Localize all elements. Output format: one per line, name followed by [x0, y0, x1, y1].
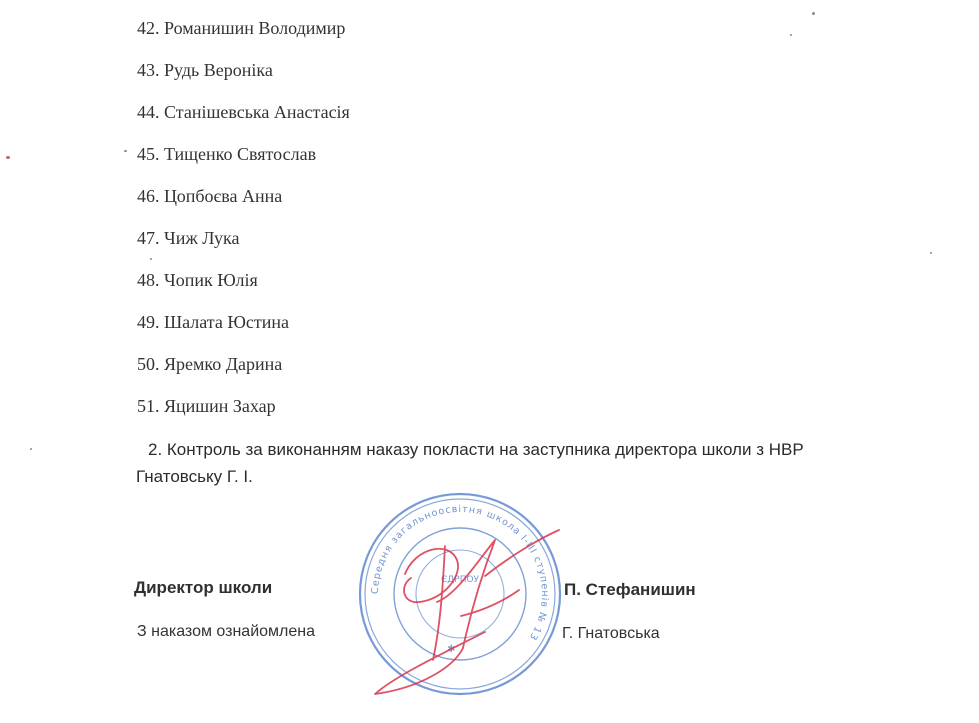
- list-item: 42. Романишин Володимир: [137, 18, 346, 38]
- scan-speck: [30, 448, 32, 450]
- director-label: Директор школи: [134, 578, 273, 597]
- list-item: 44. Станішевська Анастасія: [137, 102, 350, 122]
- director-name: П. Стефанишин: [564, 580, 696, 599]
- list-item: 43. Рудь Вероніка: [137, 60, 273, 80]
- official-stamp: [345, 482, 575, 707]
- student-list: [137, 14, 350, 434]
- star-icon: ✱: [447, 644, 456, 655]
- list-item: 45. Тищенко Святослав: [137, 144, 317, 164]
- list-item: 51. Яцишин Захар: [137, 396, 276, 416]
- scan-speck: [812, 12, 815, 15]
- acknowledgement-label: З наказом ознайомлена: [137, 623, 316, 640]
- scan-speck: [150, 258, 152, 260]
- clause-text: 2. Контроль за виконанням наказу покласти на заступника директора школи з НВР Гнатовську Г. І.: [136, 440, 804, 486]
- list-item: 50. Яремко Дарина: [137, 354, 283, 374]
- scan-speck: [930, 252, 932, 254]
- stamp-ring-text: Середня загальноосвітня школа І-ІІІ ступенів № 13: [369, 503, 551, 643]
- acknowledgement-name: Г. Гнатовська: [562, 625, 660, 642]
- list-item: 48. Чопик Юлія: [137, 270, 258, 290]
- list-item: 47. Чиж Лука: [137, 228, 240, 248]
- stamp-center-text: ЄДРПОУ: [440, 575, 480, 585]
- scan-speck: [790, 34, 792, 36]
- scan-speck: [6, 156, 10, 159]
- scan-speck: [124, 150, 127, 152]
- list-item: 49. Шалата Юстина: [137, 312, 289, 332]
- list-item: 46. Цопбоєва Анна: [137, 186, 283, 206]
